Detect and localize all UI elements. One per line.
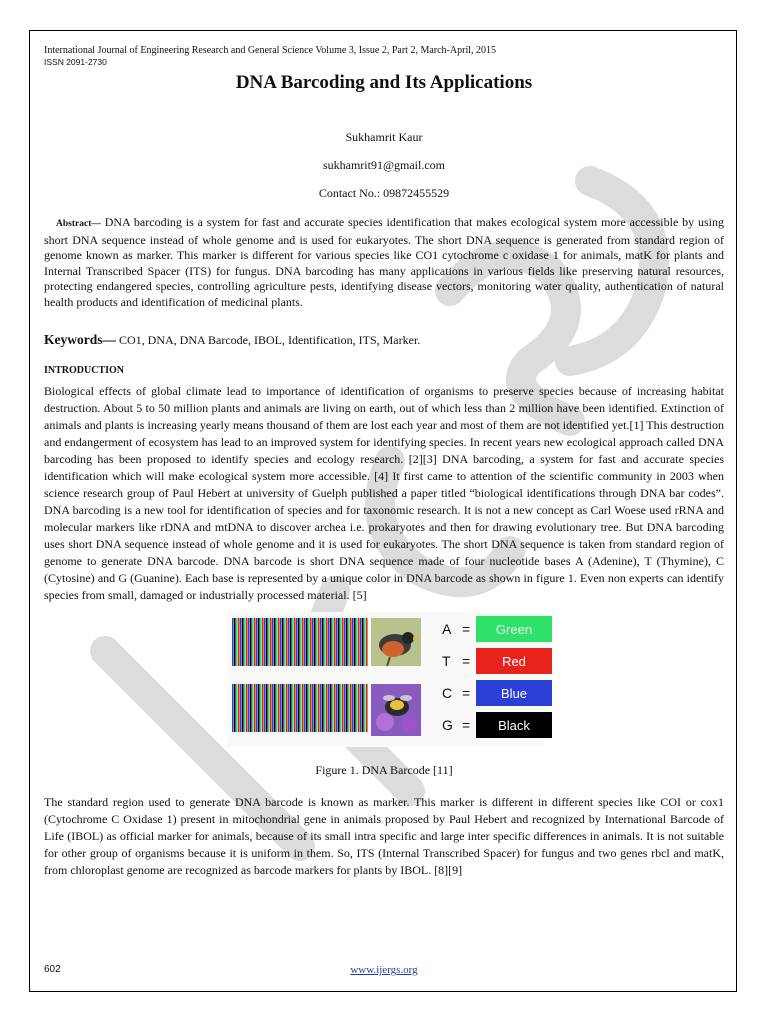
barcode-bar <box>294 618 296 666</box>
barcode-bar <box>276 684 278 732</box>
barcode-bar <box>310 618 312 666</box>
barcode-bar <box>312 618 314 666</box>
barcode-bar <box>292 618 294 666</box>
barcode-bar <box>354 684 356 732</box>
barcode-bar <box>252 618 254 666</box>
barcode-bar <box>256 684 258 732</box>
barcode-bar <box>274 684 276 732</box>
legend-row <box>442 648 552 674</box>
barcode-bar <box>340 684 342 732</box>
barcode-bar <box>290 684 292 732</box>
barcode-bar <box>366 684 368 732</box>
legend-letter: T <box>442 653 451 669</box>
introduction-paragraph-1: Biological effects of global climate lead to importance of identification of organisms to preserve species because of increasing habitat destruction. About 5 to 50 million plants and animals are living on earth, out of which less than 2 million have been identified. Extinction of animals and plants is increasing yearly means thousand of them are lost each year and most of them are not identified yet.[1] This destruction and endangerment of ecosystem has lead to an improved system for identifying species. In recent years new ecological approach called DNA barcoding has been proposed to identify species and ecology research. [2][3] DNA barcoding, a system for fast and accurate species identification which will make ecological system more accessible. [4] It first came to attention of the scientific community in 2003 when science research group of Paul Hebert at university of Guelph published a paper titled “biological identifications through DNA bar codes”. DNA barcoding is a new tool for identification of species and for taxonomic research. It is not a new concept as Carl Woese used rRNA and molecular markers like rDNA and mtDNA to discover archea i.e. prokaryotes and then for drawing evolutionary tree. But DNA barcoding uses short DNA sequence instead of whole genome and it is used for eukaryotes. The short DNA sequence is taken from standard region of genome to generate DNA barcode. DNA barcode is short DNA sequence made of four nucleotide bases A (Adenine), T (Thymine), C (Cytosine) and G (Guanine). Each base is represented by a unique color in DNA barcode as shown in figure 1. Even non experts can identify species from small, damaged or industrially processed material. [5] <box>44 384 724 602</box>
author-name: Sukhamrit Kaur <box>345 130 423 144</box>
barcode-bar <box>262 618 264 666</box>
figure-dna-barcode <box>227 612 544 747</box>
barcode-bar <box>342 618 344 666</box>
paper-title: DNA Barcoding and Its Applications <box>235 72 533 93</box>
barcode-bar <box>332 684 334 732</box>
barcode-bar <box>358 684 360 732</box>
barcode-bar <box>286 684 288 732</box>
barcode-bar <box>356 618 358 666</box>
barcode-bar <box>280 618 282 666</box>
barcode-bar <box>284 618 286 666</box>
barcode-bar <box>260 618 262 666</box>
barcode-bar <box>282 684 284 732</box>
barcode-bar <box>260 684 262 732</box>
barcode-bar <box>266 684 268 732</box>
barcode-bar <box>344 618 346 666</box>
barcode-bar <box>338 684 340 732</box>
barcode-bar <box>286 618 288 666</box>
barcode-strip-bottom <box>232 684 368 732</box>
barcode-bar <box>242 618 244 666</box>
barcode-bar <box>348 684 350 732</box>
barcode-bar <box>276 618 278 666</box>
barcode-bar <box>314 618 316 666</box>
barcode-bar <box>334 684 336 732</box>
barcode-bar <box>278 684 280 732</box>
legend-equals: = <box>462 653 471 669</box>
barcode-bar <box>322 684 324 732</box>
barcode-bar <box>358 618 360 666</box>
barcode-bar <box>362 684 364 732</box>
barcode-bar <box>246 684 248 732</box>
barcode-bar <box>270 618 272 666</box>
barcode-bar <box>320 618 322 666</box>
barcode-bar <box>232 684 234 732</box>
barcode-bar <box>266 618 268 666</box>
barcode-bar <box>364 618 366 666</box>
footer-link[interactable]: www.ijergs.org <box>350 964 418 976</box>
barcode-bar <box>236 618 238 666</box>
barcode-bar <box>234 618 236 666</box>
legend-color-box: Red <box>476 648 552 674</box>
barcode-bar <box>360 684 362 732</box>
barcode-bar <box>236 684 238 732</box>
abstract <box>44 215 724 310</box>
barcode-bar <box>364 684 366 732</box>
barcode-bar <box>258 618 260 666</box>
barcode-bar <box>282 618 284 666</box>
page-content <box>44 45 724 879</box>
legend-equals: = <box>462 621 471 637</box>
barcode-bar <box>328 618 330 666</box>
barcode-bar <box>274 618 276 666</box>
barcode-bar <box>264 684 266 732</box>
legend-letter: G <box>442 717 453 733</box>
barcode-bar <box>304 618 306 666</box>
barcode-bar <box>250 684 252 732</box>
barcode-graphics <box>227 612 427 747</box>
barcode-bar <box>242 684 244 732</box>
barcode-bar <box>310 684 312 732</box>
barcode-bar <box>318 618 320 666</box>
barcode-bar <box>288 618 290 666</box>
journal-page <box>29 30 737 992</box>
journal-header: International Journal of Engineering Research and General Science Volume 3, Issue 2, Part 2, March-April, 2015 <box>44 45 496 56</box>
issn: ISSN 2091-2730 <box>44 57 107 67</box>
bee-image <box>371 684 421 736</box>
robin-image <box>371 618 421 666</box>
barcode-bar <box>322 618 324 666</box>
barcode-bar <box>354 618 356 666</box>
barcode-bar <box>336 618 338 666</box>
barcode-bar <box>306 618 308 666</box>
barcode-bar <box>272 684 274 732</box>
barcode-bar <box>258 684 260 732</box>
barcode-bar <box>326 684 328 732</box>
barcode-bar <box>244 618 246 666</box>
barcode-bar <box>284 684 286 732</box>
barcode-bar <box>362 618 364 666</box>
barcode-bar <box>244 684 246 732</box>
barcode-bar <box>330 618 332 666</box>
barcode-bar <box>352 684 354 732</box>
barcode-bar <box>320 684 322 732</box>
legend-color-box: Green <box>476 616 552 642</box>
barcode-bar <box>304 684 306 732</box>
legend-row <box>442 616 552 642</box>
barcode-bar <box>232 618 234 666</box>
legend-equals: = <box>462 685 471 701</box>
figure-caption: Figure 1. DNA Barcode [11] <box>315 763 453 777</box>
author-contact: Contact No.: 09872455529 <box>318 186 450 200</box>
barcode-bar <box>250 618 252 666</box>
barcode-bar <box>302 684 304 732</box>
barcode-bar <box>308 684 310 732</box>
barcode-bar <box>268 684 270 732</box>
barcode-bar <box>256 618 258 666</box>
barcode-bar <box>292 684 294 732</box>
barcode-bar <box>340 618 342 666</box>
barcode-bar <box>270 684 272 732</box>
abstract-text: DNA barcoding is a system for fast and accurate species identification that makes ecological system more accessible by using short DNA sequence instead of whole genome and is used for eukaryotes. The short DNA sequence is generated from standard region of genome known as marker. This marker is different for various species like CO1 cytochrome c oxidase 1 for animals, matK for plants and Internal Transcribed Spacer (ITS) for fungus. DNA barcoding has many applications in various fields like preserving natural resources, protecting endangered species, controlling agriculture pests, identifying disease vectors, monitoring water quality, authentication of natural health products and identification of medicinal plants. <box>44 215 724 309</box>
barcode-bar <box>300 684 302 732</box>
barcode-bar <box>248 684 250 732</box>
legend-equals: = <box>462 717 471 733</box>
barcode-bar <box>308 618 310 666</box>
barcode-bar <box>254 618 256 666</box>
barcode-bar <box>300 618 302 666</box>
barcode-bar <box>280 684 282 732</box>
barcode-bar <box>298 618 300 666</box>
legend-letter: C <box>442 685 453 701</box>
barcode-bar <box>324 618 326 666</box>
barcode-bar <box>252 684 254 732</box>
barcode-bar <box>240 618 242 666</box>
introduction-heading: INTRODUCTION <box>44 365 125 376</box>
barcode-bar <box>248 618 250 666</box>
barcode-bar <box>268 618 270 666</box>
barcode-bar <box>332 618 334 666</box>
barcode-bar <box>346 618 348 666</box>
legend-row <box>442 680 552 706</box>
barcode-bar <box>306 684 308 732</box>
barcode-bar <box>298 684 300 732</box>
keywords-text: CO1, DNA, DNA Barcode, IBOL, Identification, ITS, Marker. <box>116 333 421 347</box>
barcode-bar <box>346 684 348 732</box>
keywords <box>44 332 724 348</box>
author-email: sukhamrit91@gmail.com <box>322 158 446 172</box>
barcode-bar <box>328 684 330 732</box>
introduction-paragraph-2: The standard region used to generate DNA barcode is known as marker. This marker is different in different species like COI or cox1 (Cytochrome C Oxidase 1) present in mitochondrial gene in animals proposed by Paul Hebert and recognized by International Barcode of Life (IBOL) as official marker for animals, because of its small intra specific and large inter specific differences in animals. It is not suitable for other group of organisms because it is uniform in them. So, ITS (Internal Transcribed Spacer) for fungus and two genes rbcl and matK, from chloroplast genome are recognized as barcode markers for plants by IBOL. [8][9] <box>44 795 724 877</box>
legend-color-box: Blue <box>476 680 552 706</box>
barcode-bar <box>334 618 336 666</box>
barcode-strip-top <box>232 618 368 666</box>
barcode-bar <box>246 618 248 666</box>
barcode-bar <box>316 618 318 666</box>
barcode-bar <box>254 684 256 732</box>
barcode-bar <box>296 684 298 732</box>
barcode-bar <box>278 618 280 666</box>
barcode-bar <box>238 684 240 732</box>
barcode-bar <box>272 618 274 666</box>
page-number: 602 <box>44 964 61 975</box>
barcode-bar <box>288 684 290 732</box>
barcode-bar <box>296 618 298 666</box>
legend-color-box: Black <box>476 712 552 738</box>
barcode-bar <box>336 684 338 732</box>
barcode-bar <box>338 618 340 666</box>
barcode-bar <box>316 684 318 732</box>
barcode-bar <box>330 684 332 732</box>
barcode-bar <box>294 684 296 732</box>
barcode-bar <box>290 618 292 666</box>
barcode-bar <box>350 684 352 732</box>
barcode-bar <box>356 684 358 732</box>
barcode-bar <box>302 618 304 666</box>
barcode-bar <box>314 684 316 732</box>
barcode-bar <box>262 684 264 732</box>
barcode-bar <box>366 618 368 666</box>
barcode-bar <box>342 684 344 732</box>
barcode-bar <box>234 684 236 732</box>
barcode-bar <box>344 684 346 732</box>
barcode-bar <box>360 618 362 666</box>
keywords-label: Keywords— <box>44 332 116 347</box>
barcode-bar <box>326 618 328 666</box>
barcode-bar <box>238 618 240 666</box>
legend-row <box>442 712 552 738</box>
barcode-bar <box>352 618 354 666</box>
barcode-bar <box>240 684 242 732</box>
barcode-bar <box>318 684 320 732</box>
legend-letter: A <box>442 621 452 637</box>
barcode-bar <box>312 684 314 732</box>
abstract-label: Abstract— <box>56 219 101 229</box>
barcode-bar <box>350 618 352 666</box>
barcode-bar <box>348 618 350 666</box>
barcode-bar <box>264 618 266 666</box>
barcode-bar <box>324 684 326 732</box>
